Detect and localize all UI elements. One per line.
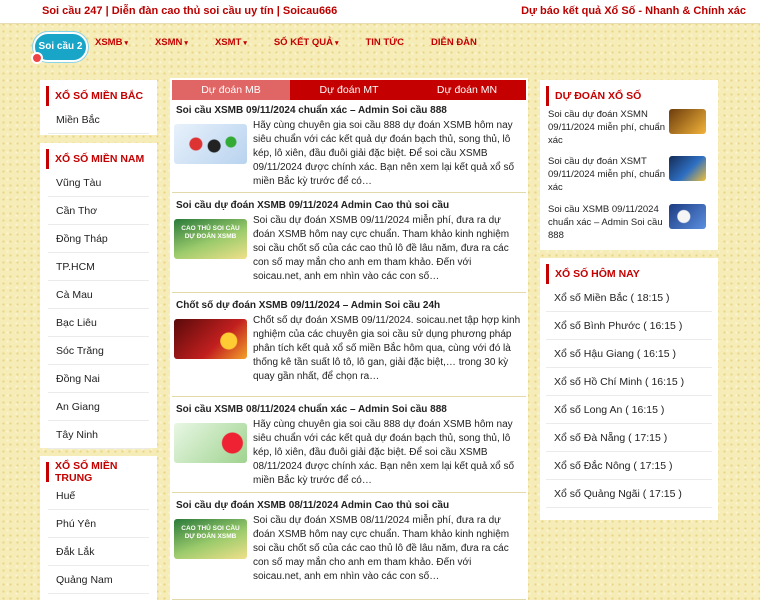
- post-thumbnail[interactable]: [174, 219, 247, 259]
- site-logo[interactable]: [33, 32, 88, 62]
- nav-item-label: XSMB: [95, 37, 123, 48]
- sidebar-item-tay-ninh[interactable]: Tây Ninh: [48, 421, 149, 449]
- sidebar-heading-du-doan: DỰ ĐOÁN XỔ SỐ: [546, 86, 718, 106]
- sidebar-mien-nam: [40, 143, 157, 448]
- sidebar-item-dak-lak[interactable]: Đắk Lắk: [48, 538, 149, 566]
- sidebar-mien-trung: [40, 456, 157, 600]
- post-card: [172, 401, 526, 493]
- nav-item-label: XSMT: [214, 37, 242, 48]
- sidebar-hom-nay: [540, 258, 718, 520]
- post-card: [172, 497, 526, 600]
- post-title[interactable]: Soi cầu XSMB 08/11/2024 chuẩn xác – Admin Soi cầu 888: [176, 404, 447, 415]
- today-lottery-item[interactable]: Xổ số Hậu Giang ( 16:15 ): [546, 340, 712, 368]
- nav-item-tin-tuc[interactable]: [365, 37, 404, 48]
- nav-item-label: XSMN: [154, 37, 183, 48]
- sidebar-post-link[interactable]: Soi cầu XSMB 09/11/2024 chuẩn xác – Admin Soi cầu 888: [548, 204, 663, 241]
- today-lottery-item[interactable]: Xổ số Đắc Nông ( 17:15 ): [546, 452, 712, 480]
- post-excerpt: Chốt số dự đoán XSMB 09/11/2024. soicau.net tập hợp kinh nghiệm của các chuyên gia soi cầu sử dụng phương pháp phân tích kết quả xổ số miền Bắc hôm qua, cùng với đó là thống kê tần suất lô tô, lô gan, giải đặc biệt,… trong 30 kỳ quay gần nhất, để chọn ra…: [253, 315, 521, 382]
- today-lottery-item[interactable]: Xổ số Miền Bắc ( 18:15 ): [546, 284, 712, 312]
- top-bar: [0, 0, 760, 24]
- nav-item-dien-dan[interactable]: [431, 37, 477, 48]
- chevron-down-icon: ▾: [124, 40, 128, 47]
- post-thumbnail[interactable]: [174, 124, 247, 164]
- sidebar-item-tp-hcm[interactable]: TP.HCM: [48, 253, 149, 281]
- chevron-down-icon: ▾: [184, 40, 188, 47]
- sidebar-item-vung-tau[interactable]: Vũng Tàu: [48, 169, 149, 197]
- thumbnail-caption: CAO THỦ SOI CẦU DỰ ĐOÁN XSMB: [181, 525, 240, 540]
- sidebar-post-thumbnail[interactable]: [669, 204, 706, 229]
- nav-item-xsmn[interactable]: [155, 37, 188, 48]
- chevron-down-icon: ▾: [243, 40, 247, 47]
- nav-item-xsmt[interactable]: [215, 37, 247, 48]
- nav-menu: [95, 37, 504, 48]
- sidebar-item-soc-trang[interactable]: Sóc Trăng: [48, 337, 149, 365]
- sidebar-item-bac-lieu[interactable]: Bạc Liêu: [48, 309, 149, 337]
- today-lottery-item[interactable]: Xổ số Quảng Ngãi ( 17:15 ): [546, 480, 712, 508]
- today-lottery-item[interactable]: Xổ số Hồ Chí Minh ( 16:15 ): [546, 368, 712, 396]
- nav-item-so-ket-qua[interactable]: [274, 37, 339, 48]
- sidebar-item-can-tho[interactable]: Cần Thơ: [48, 197, 149, 225]
- sidebar-item-dong-nai[interactable]: Đồng Nai: [48, 365, 149, 393]
- prediction-tabs: [172, 80, 526, 100]
- sidebar-item-an-giang[interactable]: An Giang: [48, 393, 149, 421]
- sidebar-item-hue[interactable]: Huế: [48, 482, 149, 510]
- post-thumbnail[interactable]: [174, 423, 247, 463]
- main-navigation: [0, 24, 760, 66]
- sidebar-heading-mien-bac: XỔ SỐ MIỀN BẮC: [46, 86, 157, 106]
- logo-text: Soi cầu 2: [38, 41, 83, 52]
- sidebar-heading-hom-nay: XỔ SỐ HÔM NAY: [546, 264, 718, 284]
- post-title[interactable]: Soi cầu dự đoán XSMB 08/11/2024 Admin Cao thủ soi cầu: [176, 500, 450, 511]
- sidebar-post-link[interactable]: Soi cầu dự đoán XSMT 09/11/2024 miễn phí, chuẩn xác: [548, 156, 666, 193]
- sidebar-heading-mien-nam: XỔ SỐ MIỀN NAM: [46, 149, 157, 169]
- logo-badge-icon: [31, 52, 43, 64]
- nav-item-label: SỐ KẾT QUẢ: [273, 37, 333, 48]
- thumbnail-caption: CAO THỦ SOI CẦU DỰ ĐOÁN XSMB: [181, 225, 240, 240]
- sidebar-post-thumbnail[interactable]: [669, 109, 706, 134]
- today-lottery-item[interactable]: Xổ số Đà Nẵng ( 17:15 ): [546, 424, 712, 452]
- tab-du-doan-mt[interactable]: Dự đoán MT: [319, 84, 379, 96]
- post-card: [172, 197, 526, 293]
- site-tagline[interactable]: Soi cầu 247 | Diễn đàn cao thủ soi cầu uy tín | Soicau666: [42, 5, 338, 17]
- sidebar-item-mien-bac[interactable]: Miền Bắc: [48, 106, 149, 134]
- sidebar-item-quang-nam[interactable]: Quảng Nam: [48, 566, 149, 594]
- today-lottery-item[interactable]: Xổ số Long An ( 16:15 ): [546, 396, 712, 424]
- sidebar-item-phu-yen[interactable]: Phú Yên: [48, 510, 149, 538]
- tab-du-doan-mn[interactable]: Dự đoán MN: [436, 84, 498, 96]
- sidebar-post-link[interactable]: Soi cầu dự đoán XSMN 09/11/2024 miễn phí, chuẩn xác: [548, 109, 666, 146]
- post-card: [172, 102, 526, 193]
- tab-du-doan-mb[interactable]: Dự đoán MB: [172, 80, 290, 100]
- post-thumbnail[interactable]: [174, 319, 247, 359]
- chevron-down-icon: ▾: [334, 40, 339, 47]
- nav-item-label: DIỄN ĐÀN: [430, 37, 477, 48]
- sidebar-mien-bac: [40, 80, 157, 135]
- post-excerpt: Hãy cùng chuyên gia soi cầu 888 dự đoán XSMB hôm nay siêu chuẩn với các kết quả dự đoán bạch thủ, song thủ, lô kép, lô xiên, đầu đuôi giải đặc biệt. Để soi cầu XSMB 09/11/2024 được chính xác. Bạn nên xem lại kết quả xổ số miền Bắc kỳ trước để có…: [253, 120, 515, 187]
- post-excerpt: Soi cầu dự đoán XSMB 09/11/2024 miễn phí, đưa ra dự đoán XSMB hôm nay cực chuẩn. Tham khảo kinh nghiệm soi cầu chốt số của các cao thủ lô đề lâu năm, đưa ra các con số may mắn cho anh em tham khảo. Đến với soicau.net, anh em nhìn vào các con số…: [253, 215, 510, 282]
- post-title[interactable]: Chốt số dự đoán XSMB 09/11/2024 – Admin Soi cầu 24h: [176, 300, 441, 311]
- today-lottery-item[interactable]: Xổ số Bình Phước ( 16:15 ): [546, 312, 712, 340]
- post-title[interactable]: Soi cầu XSMB 09/11/2024 chuẩn xác – Admin Soi cầu 888: [176, 105, 447, 116]
- site-slogan: Dự báo kết quả Xổ Số - Nhanh & Chính xác: [521, 5, 746, 17]
- nav-item-xsmb[interactable]: [95, 37, 128, 48]
- post-excerpt: Hãy cùng chuyên gia soi cầu 888 dự đoán XSMB hôm nay siêu chuẩn với các kết quả dự đoán bạch thủ, song thủ, lô kép, lô xiên, đầu đuôi giải đặc biệt. Để soi cầu XSMB 08/11/2024 được chính xác. Bạn nên xem lại kết quả xổ số miền Bắc kỳ trước để có…: [253, 419, 515, 486]
- nav-item-label: TIN TỨC: [365, 37, 404, 48]
- post-card: [172, 297, 526, 397]
- sidebar-item-dong-thap[interactable]: Đồng Tháp: [48, 225, 149, 253]
- sidebar-item-ca-mau[interactable]: Cà Mau: [48, 281, 149, 309]
- post-excerpt: Soi cầu dự đoán XSMB 08/11/2024 miễn phí, đưa ra dự đoán XSMB hôm nay cực chuẩn. Tham khảo kinh nghiệm soi cầu chốt số của các cao thủ lô đề lâu năm, đưa ra các con số may mắn cho anh em tham khảo. Đến với soicau.net, anh em nhìn vào các con số…: [253, 515, 510, 582]
- post-thumbnail[interactable]: [174, 519, 247, 559]
- sidebar-heading-mien-trung: XỔ SỐ MIỀN TRUNG: [46, 462, 157, 482]
- post-title[interactable]: Soi cầu dự đoán XSMB 09/11/2024 Admin Cao thủ soi cầu: [176, 200, 450, 211]
- sidebar-post-thumbnail[interactable]: [669, 156, 706, 181]
